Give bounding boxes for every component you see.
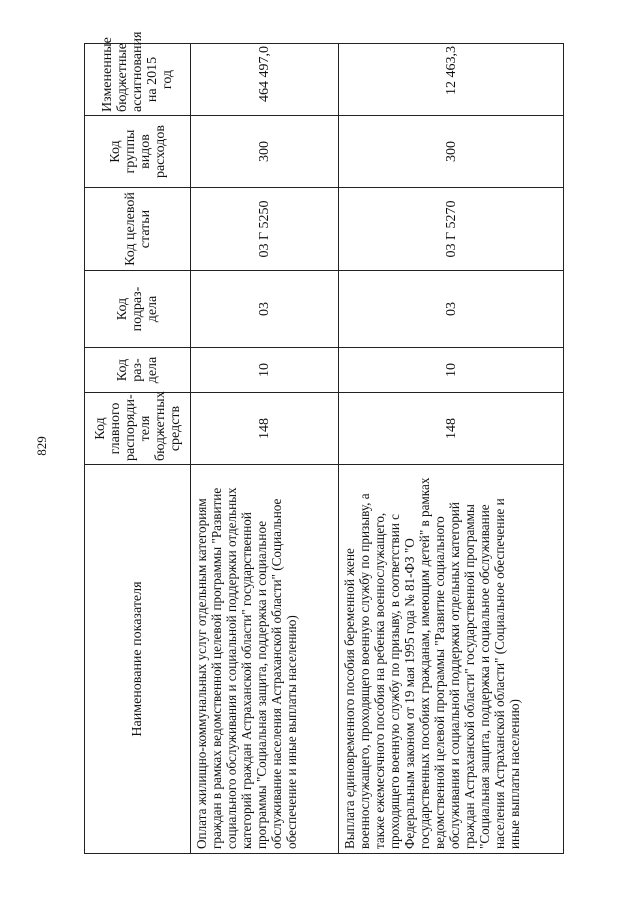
row-group: 300 bbox=[339, 116, 564, 188]
table-header-row bbox=[85, 44, 191, 854]
rotated-table-wrapper bbox=[84, 31, 564, 854]
row-amount: 12 463,3 bbox=[339, 44, 564, 116]
row-target: 03 Г 5250 bbox=[191, 188, 339, 271]
header-amount: Измененные бюджетные ассигнования на 2015 год bbox=[85, 44, 191, 116]
row-razdel: 10 bbox=[191, 348, 339, 393]
header-gr: Код главного распоряди-теля бюджетных средств bbox=[85, 393, 191, 465]
row-target: 03 Г 5270 bbox=[339, 188, 564, 271]
row-group: 300 bbox=[191, 116, 339, 188]
header-podrazdel: Код подраз-дела bbox=[85, 271, 191, 348]
row-razdel: 10 bbox=[339, 348, 564, 393]
header-razdel: Код раз-дела bbox=[85, 348, 191, 393]
header-target: Код целевой статьи bbox=[85, 188, 191, 271]
header-name: Наименование показателя bbox=[85, 465, 191, 854]
row-amount: 464 497,0 bbox=[191, 44, 339, 116]
page-number: 829 bbox=[34, 436, 49, 456]
table-row bbox=[339, 44, 564, 854]
row-name: Оплата жилищно-коммунальных услуг отдельным категориям граждан в рамках ведомственной целевой программы "Развитие социального обслуживания и социальной поддержки отдельных категорий граждан Астраханской области" государственной программы "Социальная защита, поддержка и социальное обслуживание населения Астраханской области" (Социальное обеспечение и иные выплаты населению) bbox=[191, 465, 339, 854]
budget-table bbox=[84, 31, 564, 854]
row-podrazdel: 03 bbox=[339, 271, 564, 348]
header-group: Код группы видов расходов bbox=[85, 116, 191, 188]
row-podrazdel: 03 bbox=[191, 271, 339, 348]
row-name: Выплата единовременного пособия беременной жене военнослужащего, проходящего военную службу по призыву, а также ежемесячного пособия на ребенка военнослужащего, проходящего военную службу по призыву, в соответствии с Федеральным законом от 19 мая 1995 года № 81-ФЗ "О государственных пособиях гражданам, имеющим детей" в рамках ведомственной целевой программы "Развитие социального обслуживания и социальной поддержки отдельных категорий граждан Астраханской области" государственной программы "Социальная защита, поддержка и социальное обслуживание населения Астраханской области" (Социальное обеспечение и иные выплаты населению) bbox=[339, 465, 564, 854]
table-row bbox=[191, 44, 339, 854]
row-gr: 148 bbox=[191, 393, 339, 465]
row-gr: 148 bbox=[339, 393, 564, 465]
